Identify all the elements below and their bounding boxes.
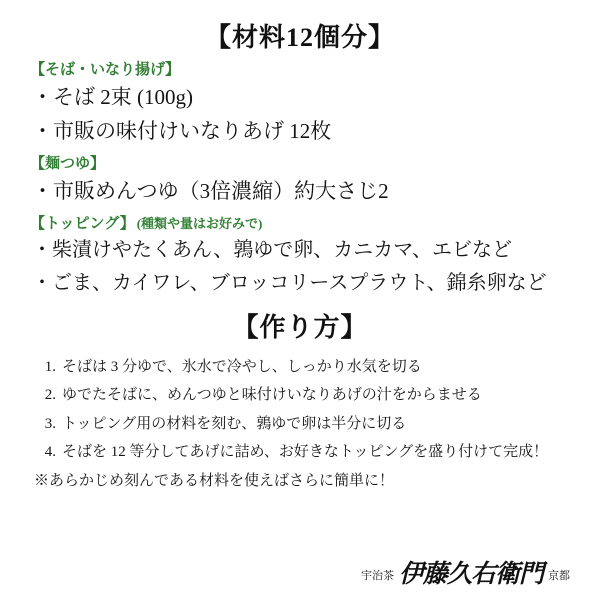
ingredient-group-header: [26, 215, 574, 235]
step-number: 1.: [44, 358, 56, 375]
signature-prefix: 宇治茶: [360, 570, 394, 582]
ingredient-group-header-label: 【トッピング】: [30, 215, 135, 232]
ingredient-group: [26, 215, 574, 299]
list-item: [34, 438, 574, 467]
step-text: そばを 12 等分してあげに詰め、お好きなトッピングを盛り付けて完成！: [62, 444, 549, 461]
step-text: そばは 3 分ゆで、氷水で冷やし、しっかり水気を切る: [62, 358, 422, 375]
ingredient-group: [26, 155, 574, 207]
ingredient-item: ・柴漬けやたくあん、鶉ゆで卵、カニカマ、エビなど: [32, 239, 512, 262]
step-text: ゆでたそばに、めんつゆと味付けいなりあげの汁をからませる: [62, 387, 482, 404]
ingredient-group-header: [26, 61, 574, 81]
list-item: [34, 381, 574, 410]
method-note: ※あらかじめ刻んである材料を使えばさらに簡単に！: [34, 472, 395, 489]
ingredient-group-header: [26, 155, 574, 175]
ingredient-group-header-label: 【麺つゆ】: [30, 155, 106, 172]
ingredient-item: ・そば 2束 (100g): [32, 85, 193, 109]
ingredient-group-header-label: 【そば・いなり揚げ】: [30, 61, 181, 78]
step-number: 4.: [44, 444, 56, 461]
brand-signature: [361, 561, 570, 586]
method-steps: [26, 353, 574, 467]
list-item: [34, 410, 574, 439]
signature-name: 伊藤久右衛門: [398, 559, 543, 588]
list-item: [34, 353, 574, 382]
signature-suffix: 京都: [548, 570, 570, 582]
ingredients-title: 【材料12個分】: [204, 23, 395, 52]
step-text: トッピング用の材料を刻む、鶉ゆで卵は半分に切る: [62, 415, 407, 432]
step-number: 2.: [44, 387, 56, 404]
ingredient-group: [26, 61, 574, 147]
method-title: 【作り方】: [232, 313, 368, 343]
ingredient-item: ・市販めんつゆ（3倍濃縮）約大さじ2: [32, 179, 389, 204]
ingredient-group-header-note: (種類や量はお好みで): [136, 215, 263, 231]
step-number: 3.: [44, 415, 56, 432]
ingredient-item: ・市販の味付けいなりあげ 12枚: [32, 119, 332, 144]
ingredient-item: ・ごま、カイワレ、ブロッコリースプラウト、錦糸卵など: [32, 272, 547, 295]
